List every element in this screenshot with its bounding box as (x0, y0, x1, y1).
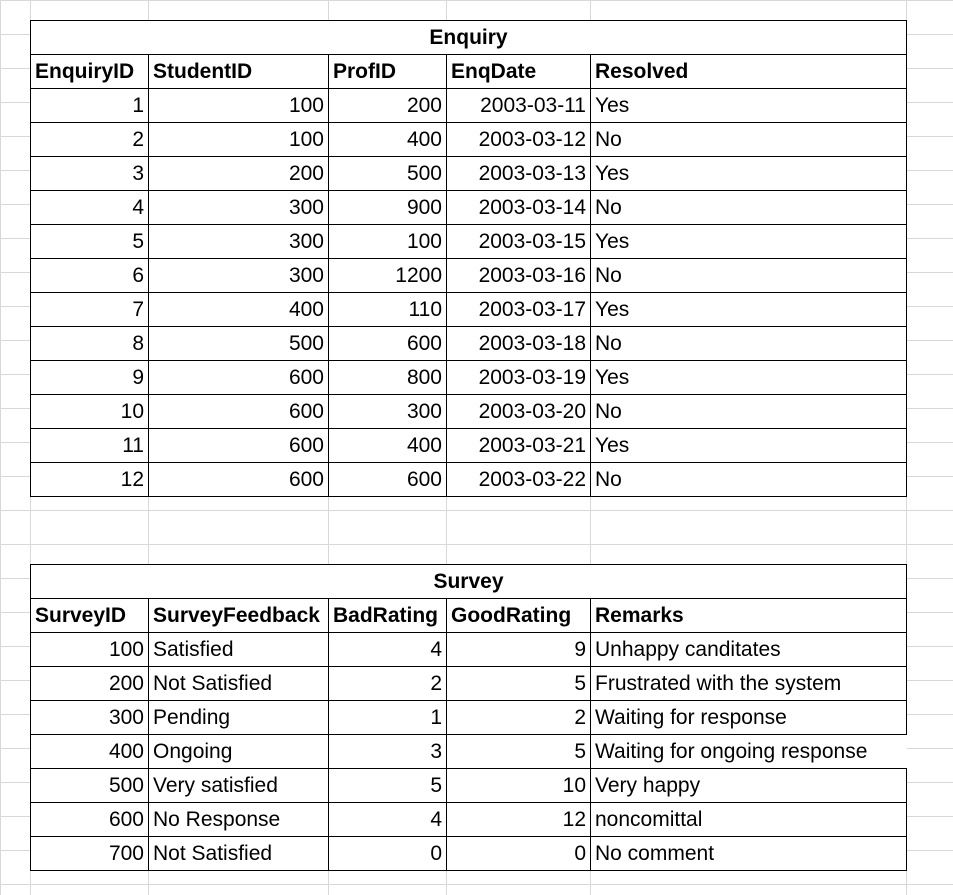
table-cell[interactable]: Unhappy canditates (591, 633, 907, 667)
table-cell[interactable]: Satisfied (149, 633, 329, 667)
header-cell[interactable]: BadRating (329, 599, 447, 633)
table-cell[interactable]: 0 (447, 837, 591, 871)
table-cell[interactable]: 100 (149, 123, 329, 157)
table-cell[interactable]: 5 (447, 667, 591, 701)
table-row (31, 463, 907, 497)
header-cell[interactable]: StudentID (149, 55, 329, 89)
table-cell[interactable]: 600 (31, 803, 149, 837)
table-row (31, 293, 907, 327)
table-cell[interactable]: Ongoing (149, 735, 329, 769)
table-row (31, 667, 907, 701)
table-cell[interactable]: 400 (329, 123, 447, 157)
table-cell[interactable]: 300 (31, 701, 149, 735)
header-cell[interactable]: Resolved (591, 55, 907, 89)
table-cell[interactable]: No Response (149, 803, 329, 837)
header-cell[interactable]: GoodRating (447, 599, 591, 633)
table-cell[interactable]: 500 (329, 157, 447, 191)
table-cell[interactable]: 300 (149, 259, 329, 293)
table-cell[interactable]: 600 (329, 463, 447, 497)
table-cell[interactable]: 2003-03-12 (447, 123, 591, 157)
enquiry-table-body (31, 21, 907, 497)
table-cell[interactable]: 200 (149, 157, 329, 191)
table-cell[interactable]: 2003-03-11 (447, 89, 591, 123)
table-cell[interactable]: 2 (447, 701, 591, 735)
table-cell[interactable]: 110 (329, 293, 447, 327)
table-cell[interactable]: 200 (329, 89, 447, 123)
table-cell[interactable]: Yes (591, 89, 907, 123)
header-cell[interactable]: ProfID (329, 55, 447, 89)
table-cell[interactable]: 300 (149, 191, 329, 225)
table-cell[interactable]: 2003-03-14 (447, 191, 591, 225)
table-cell[interactable]: 9 (447, 633, 591, 667)
table-row (31, 701, 907, 735)
table-cell[interactable]: 600 (149, 429, 329, 463)
table-cell[interactable]: 800 (329, 361, 447, 395)
table-cell[interactable]: 2003-03-20 (447, 395, 591, 429)
header-cell[interactable]: EnquiryID (31, 55, 149, 89)
table-row (31, 191, 907, 225)
table-row (31, 395, 907, 429)
table-cell[interactable]: 4 (329, 633, 447, 667)
table-cell[interactable]: 2003-03-13 (447, 157, 591, 191)
table-cell[interactable]: No (591, 123, 907, 157)
header-cell[interactable]: SurveyID (31, 599, 149, 633)
table-row (31, 157, 907, 191)
table-cell[interactable]: 100 (329, 225, 447, 259)
table-row (31, 89, 907, 123)
table-cell[interactable]: 700 (31, 837, 149, 871)
table-row (31, 327, 907, 361)
table-cell[interactable]: 900 (329, 191, 447, 225)
table-cell[interactable]: 5 (329, 769, 447, 803)
header-cell[interactable]: EnqDate (447, 55, 591, 89)
table-row (31, 735, 907, 769)
table-cell[interactable]: 10 (31, 395, 149, 429)
table-cell[interactable]: 2003-03-21 (447, 429, 591, 463)
table-cell[interactable]: 3 (329, 735, 447, 769)
table-row (31, 225, 907, 259)
table-cell[interactable]: 2 (329, 667, 447, 701)
table-cell[interactable]: 5 (447, 735, 591, 769)
table-cell[interactable]: 400 (149, 293, 329, 327)
table-cell[interactable]: 2003-03-19 (447, 361, 591, 395)
table-cell[interactable]: 500 (149, 327, 329, 361)
table-cell[interactable]: noncomittal (591, 803, 907, 837)
table-cell[interactable]: 1 (329, 701, 447, 735)
enquiry-table (30, 20, 907, 497)
table-cell[interactable]: No (591, 327, 907, 361)
table-cell[interactable]: Waiting for response (591, 701, 907, 735)
table-row (31, 259, 907, 293)
survey-title[interactable]: Survey (31, 565, 907, 599)
header-cell[interactable]: SurveyFeedback (149, 599, 329, 633)
table-cell[interactable]: No (591, 463, 907, 497)
table-cell[interactable]: 9 (31, 361, 149, 395)
header-cell[interactable]: Remarks (591, 599, 907, 633)
table-cell[interactable]: 400 (329, 429, 447, 463)
table-row (31, 769, 907, 803)
table-row (31, 837, 907, 871)
table-cell[interactable]: 600 (149, 463, 329, 497)
table-cell[interactable]: No (591, 191, 907, 225)
table-cell[interactable]: 2003-03-17 (447, 293, 591, 327)
table-cell[interactable]: Not Satisfied (149, 837, 329, 871)
table-cell[interactable]: 500 (31, 769, 149, 803)
table-cell[interactable]: 2003-03-15 (447, 225, 591, 259)
table-cell[interactable]: 400 (31, 735, 149, 769)
table-cell[interactable]: 2003-03-18 (447, 327, 591, 361)
table-cell[interactable]: 10 (447, 769, 591, 803)
table-cell[interactable]: 1 (31, 89, 149, 123)
table-cell[interactable]: Yes (591, 225, 907, 259)
table-cell[interactable]: Yes (591, 293, 907, 327)
table-cell[interactable]: 5 (31, 225, 149, 259)
table-cell[interactable]: Very satisfied (149, 769, 329, 803)
table-cell[interactable]: 12 (447, 803, 591, 837)
table-cell[interactable]: Yes (591, 157, 907, 191)
table-cell[interactable]: 200 (31, 667, 149, 701)
table-row (31, 123, 907, 157)
table-cell[interactable]: 1200 (329, 259, 447, 293)
table-cell[interactable]: 100 (31, 633, 149, 667)
survey-title-row (31, 565, 907, 599)
table-cell[interactable]: 2003-03-16 (447, 259, 591, 293)
table-cell[interactable]: 3 (31, 157, 149, 191)
table-cell[interactable]: 600 (149, 395, 329, 429)
survey-header-row (31, 599, 907, 633)
table-cell[interactable]: Very happy (591, 769, 907, 803)
table-cell[interactable]: 300 (329, 395, 447, 429)
table-row (31, 803, 907, 837)
survey-table-body (31, 565, 907, 871)
table-cell[interactable]: 0 (329, 837, 447, 871)
table-cell[interactable]: 600 (329, 327, 447, 361)
table-cell[interactable]: Waiting for ongoing response (591, 735, 907, 769)
table-cell[interactable]: 4 (329, 803, 447, 837)
table-cell[interactable]: Yes (591, 361, 907, 395)
table-cell[interactable]: Frustrated with the system (591, 667, 907, 701)
table-cell[interactable]: No comment (591, 837, 907, 871)
table-cell[interactable]: Pending (149, 701, 329, 735)
table-cell[interactable]: No (591, 259, 907, 293)
table-cell[interactable]: 12 (31, 463, 149, 497)
table-row (31, 361, 907, 395)
enquiry-title[interactable]: Enquiry (31, 21, 907, 55)
survey-table (30, 564, 907, 871)
enquiry-header-row (31, 55, 907, 89)
table-cell[interactable]: Yes (591, 429, 907, 463)
table-cell[interactable]: 2003-03-22 (447, 463, 591, 497)
table-cell[interactable]: 11 (31, 429, 149, 463)
table-cell[interactable]: No (591, 395, 907, 429)
table-cell[interactable]: 7 (31, 293, 149, 327)
table-cell[interactable]: 4 (31, 191, 149, 225)
table-cell[interactable]: 300 (149, 225, 329, 259)
table-row (31, 429, 907, 463)
table-cell[interactable]: Not Satisfied (149, 667, 329, 701)
table-cell[interactable]: 100 (149, 89, 329, 123)
table-row (31, 633, 907, 667)
table-cell[interactable]: 2 (31, 123, 149, 157)
table-cell[interactable]: 8 (31, 327, 149, 361)
table-cell[interactable]: 6 (31, 259, 149, 293)
table-cell[interactable]: 600 (149, 361, 329, 395)
enquiry-title-row (31, 21, 907, 55)
